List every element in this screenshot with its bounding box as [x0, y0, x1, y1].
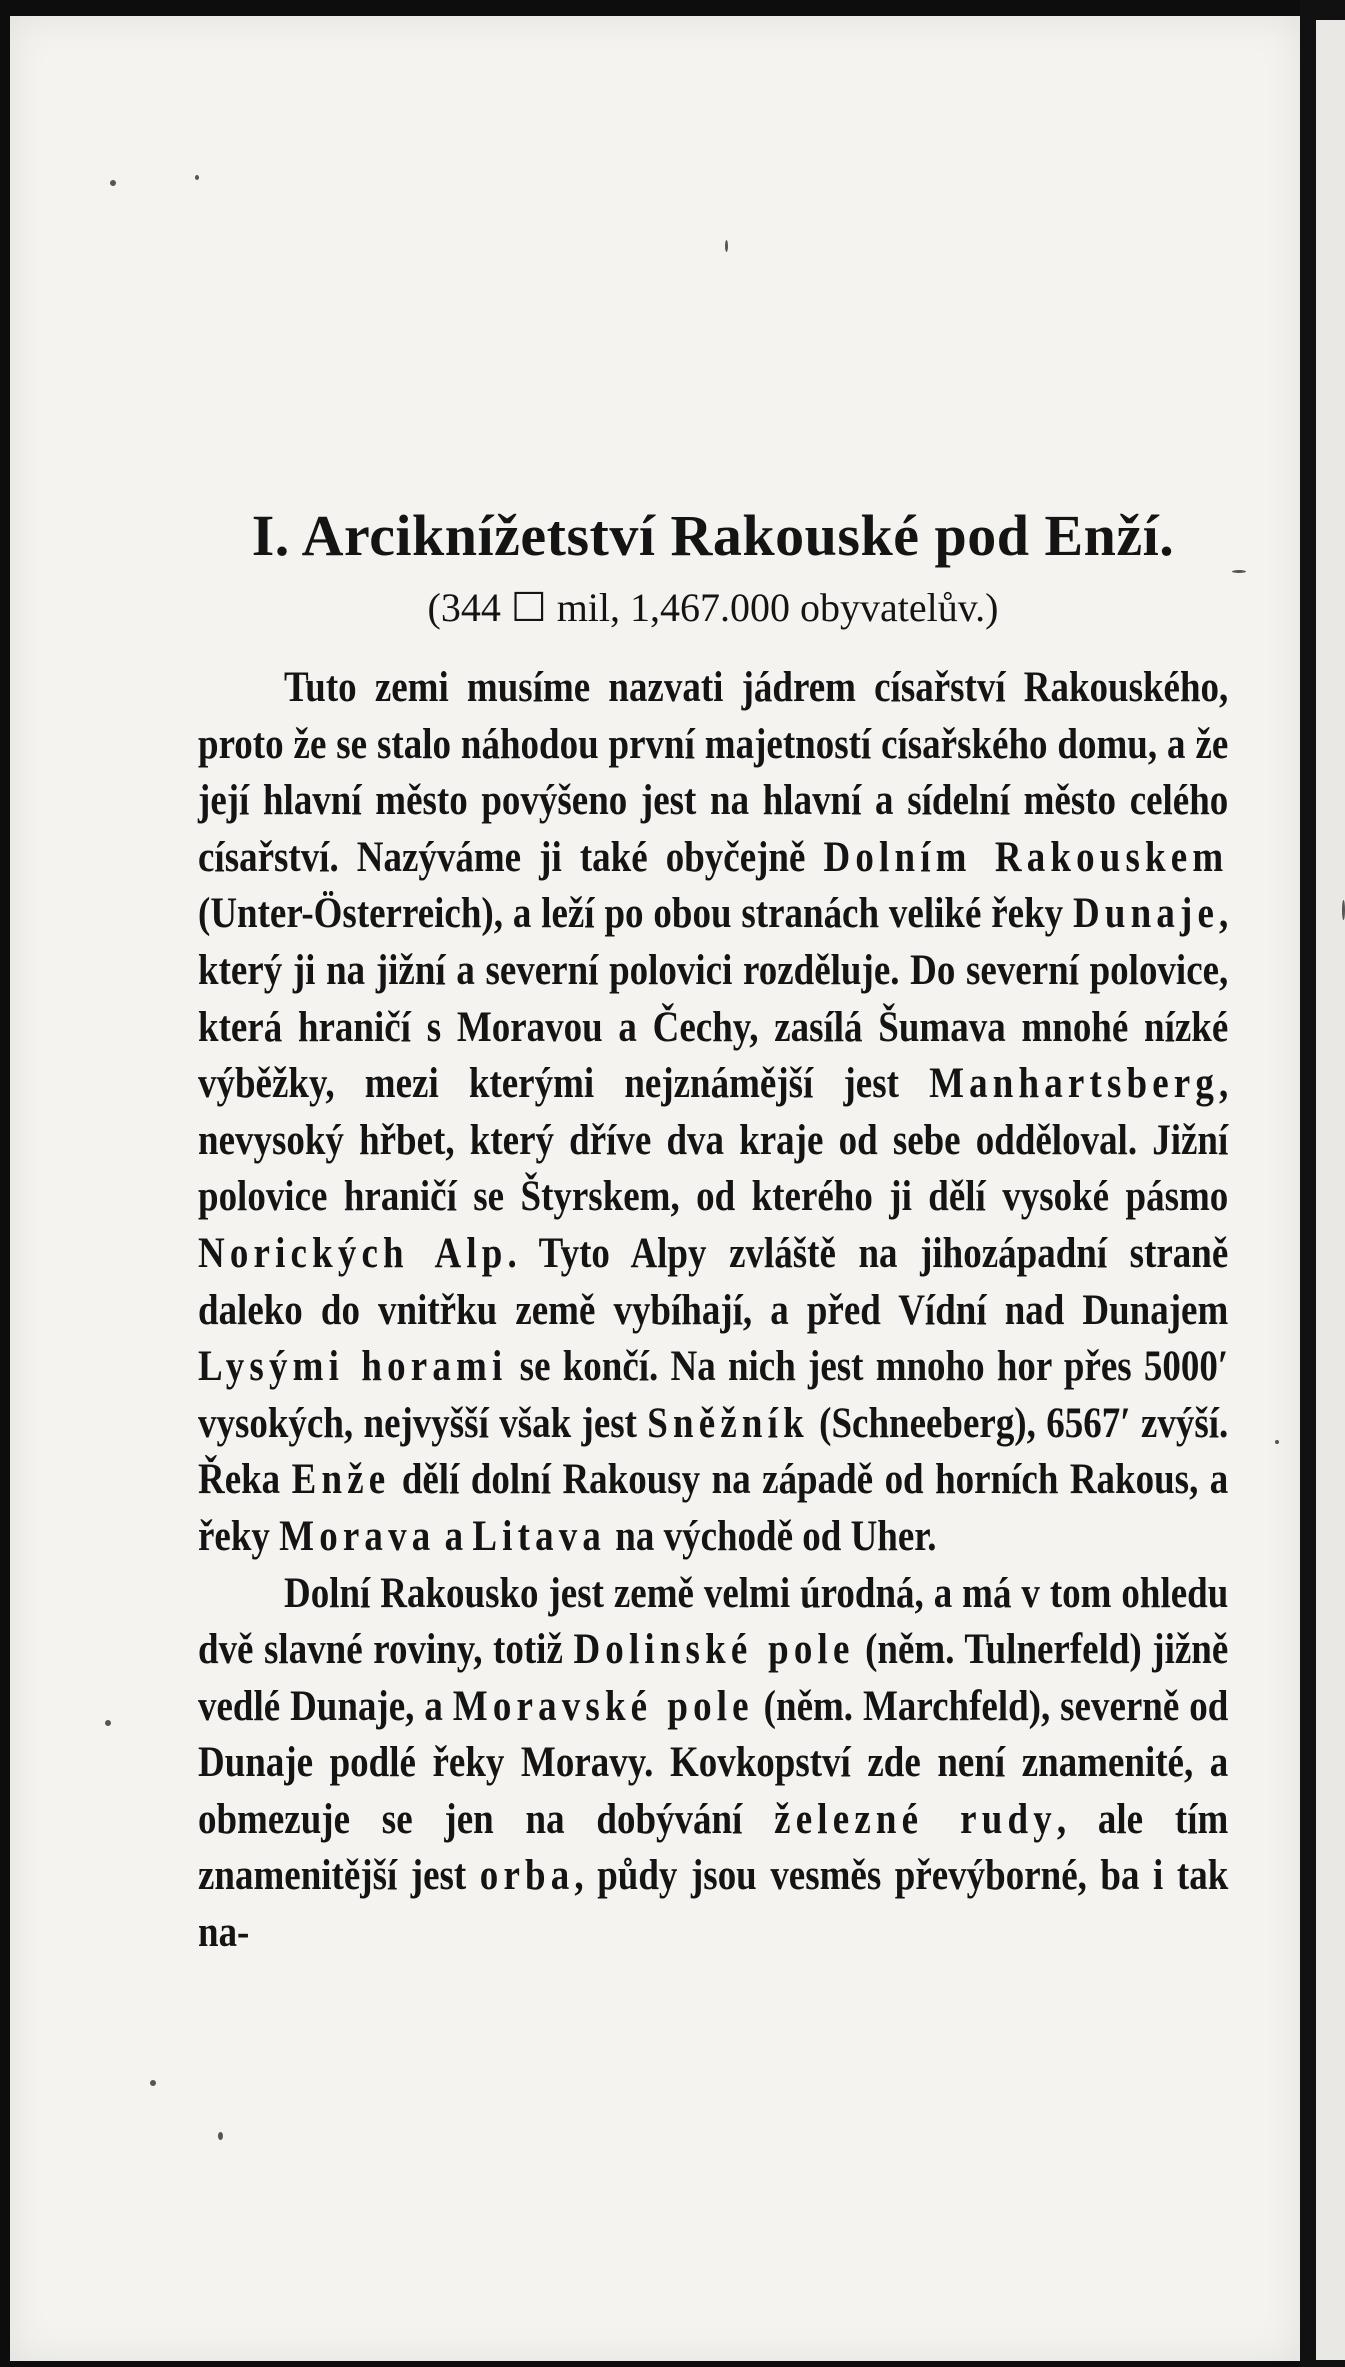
paragraph-text: Dolní Rakousko jest země velmi úrodná, a má v tom ohledu dvě slavné roviny, totiž — [198, 1569, 1229, 1674]
spaced-emphasis-text: Dolinské pole — [573, 1626, 855, 1674]
paragraph-text: na východě od Uher. — [606, 1512, 937, 1560]
page-text — [198, 500, 1228, 1962]
area-value: (344 — [427, 585, 501, 630]
spaced-emphasis-text: železné rudy — [774, 1795, 1057, 1843]
paragraph-text: se končí. Na nich jest mnoho hor přes 5000′ vysokých, nejvyšší však jest — [198, 1343, 1229, 1447]
spaced-emphasis-text: Morava — [279, 1512, 436, 1560]
dust-speck — [218, 2132, 223, 2140]
paragraph-text: , půdy jsou vesměs převýborné, ba i tak na- — [198, 1852, 1229, 1957]
paragraph-text: a — [435, 1512, 473, 1560]
adjacent-page-edge — [1316, 20, 1345, 2360]
spaced-emphasis-text: Norických Alp — [198, 1229, 508, 1277]
paragraph-text: (Unter-Österreich), a leží po obou stranách veliké řeky — [198, 890, 1074, 938]
spaced-emphasis-text: Dolním Rakouskem — [823, 833, 1229, 881]
paragraph-text: , nevysoký hřbet, který dříve dva kraje od sebe odděloval. Jižní polovice hraničí se Štyrskem, od kterého ji dělí vysoké pásmo — [198, 1060, 1229, 1221]
square-mile-symbol: ☐ — [510, 585, 547, 630]
dust-speck — [105, 1720, 111, 1726]
dust-speck — [110, 180, 116, 186]
paragraph-text: (Schneeberg), 6567′ zvýší. Řeka — [198, 1399, 1229, 1504]
area-population-note — [198, 582, 1228, 634]
area-population-text: mil, 1,467.000 obyvatelův.) — [556, 585, 999, 630]
dust-speck — [150, 2080, 156, 2086]
spaced-emphasis-text: Sněžník — [647, 1399, 809, 1447]
chapter-heading — [198, 500, 1228, 572]
paragraph — [198, 660, 1228, 1566]
paragraph-text: dělí dolní Rakousy na západě od horních Rakous, a řeky — [198, 1456, 1229, 1560]
paragraph-text: . Tyto Alpy zvláště na jihozápadní straně daleko do vnitřku země vybíhají, a před Vídní nad Dunajem — [198, 1229, 1229, 1334]
paragraph-text: Tuto zemi musíme nazvati jádrem císařství Rakouského, proto že se stalo náhodou první majetností císařského domu, a že její hlavní město povýšeno jest na hlavní a sídelní město celého císařství. Nazýváme ji také obyčejně — [198, 664, 1229, 881]
chapter-title: Arciknížetství Rakouské pod Enží. — [301, 503, 1175, 568]
spaced-emphasis-text: Lysými horami — [198, 1343, 508, 1391]
spaced-emphasis-text: Litava — [472, 1512, 607, 1560]
paragraph-text: , ale tím znamenitější jest — [198, 1795, 1229, 1900]
dust-speck — [1275, 1440, 1279, 1444]
spaced-emphasis-text: Moravské pole — [452, 1682, 754, 1730]
spaced-emphasis-text: Manhartsberg — [929, 1060, 1220, 1108]
spaced-emphasis-text: Enže — [291, 1456, 391, 1504]
dust-speck — [725, 240, 728, 252]
paragraph-text: (něm. Tulnerfeld) jižně vedlé Dunaje, a — [198, 1626, 1229, 1730]
paragraph-text: , který ji na jižní a severní polovici rozděluje. Do severní polovice, která hraničí s Moravou a Čechy, zasílá Šumava mnohé nízké výběžky, mezi kterými nejznámější jest — [198, 890, 1229, 1108]
spaced-emphasis-text: Dunaje — [1073, 890, 1220, 938]
paragraph-text: (něm. Marchfeld), severně od Dunaje podlé řeky Moravy. Kovkopství zde není znamenité, a obmezuje se jen na dobývání — [198, 1682, 1229, 1843]
dust-speck — [1232, 570, 1246, 573]
chapter-number: I. — [251, 503, 290, 568]
spaced-emphasis-text: orba — [479, 1852, 575, 1900]
paragraph — [198, 1566, 1228, 1962]
dust-speck — [195, 175, 199, 180]
